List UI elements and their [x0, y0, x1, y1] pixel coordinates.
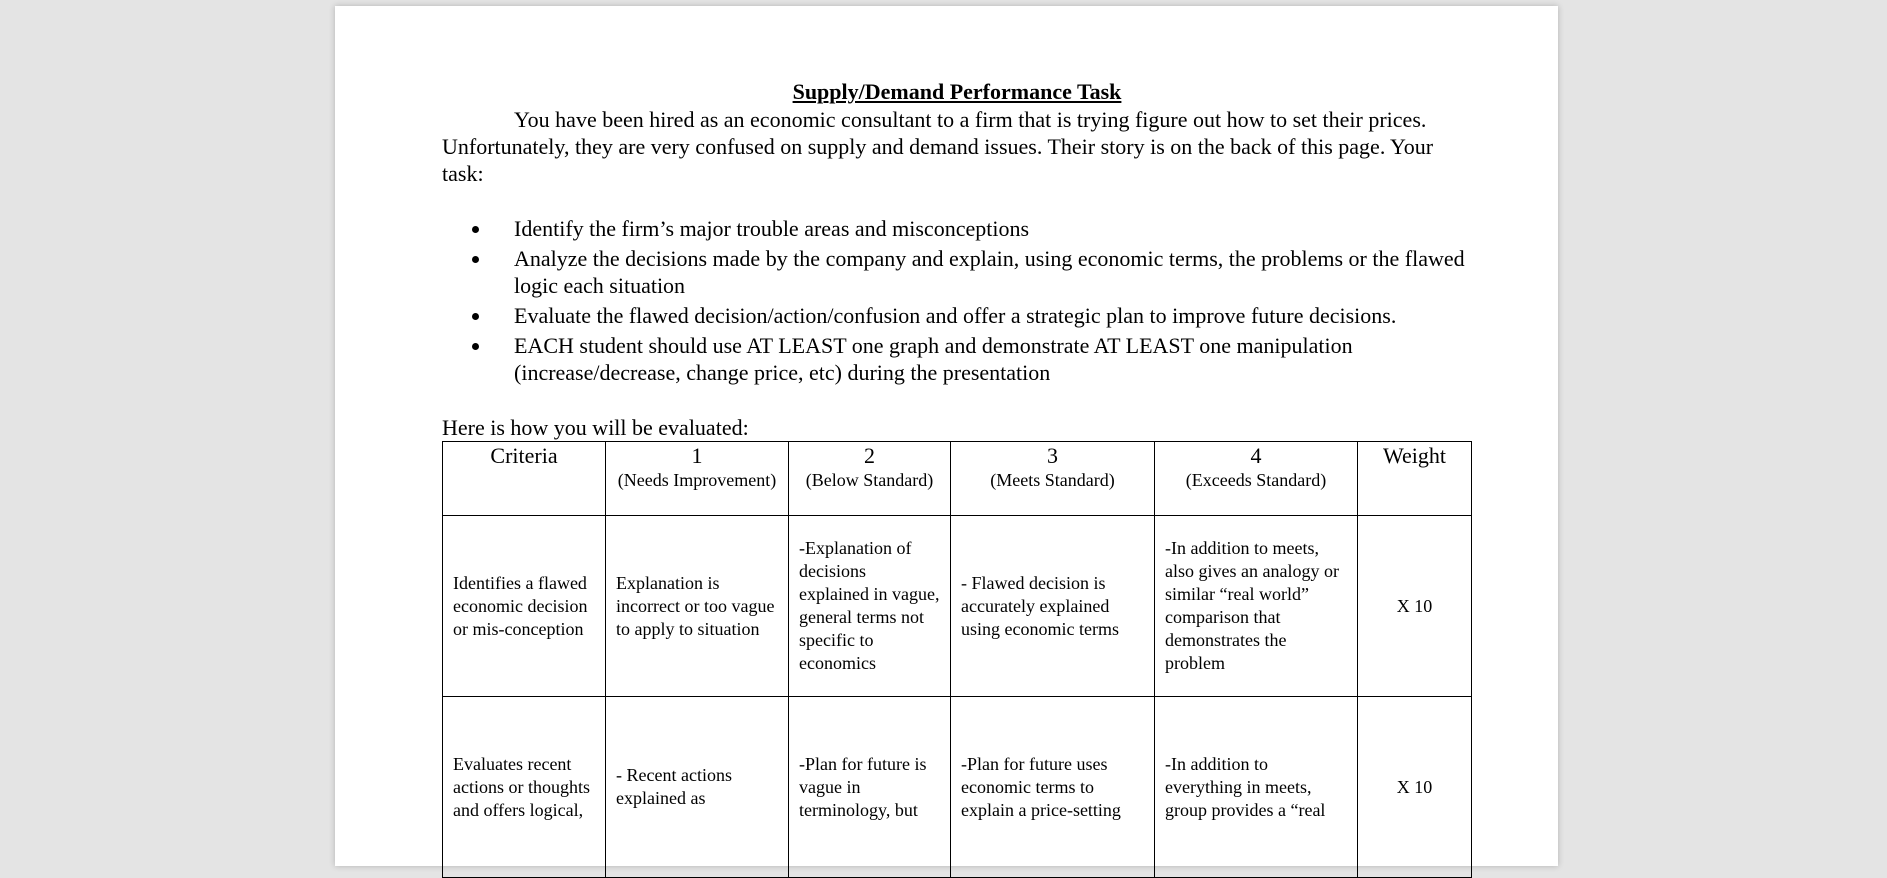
- header-level-2: 2 (Below Standard): [789, 442, 951, 516]
- header-criteria: Criteria: [443, 442, 606, 516]
- task-item: Evaluate the flawed decision/action/confusion and offer a strategic plan to improve future decisions.: [442, 302, 1472, 329]
- level-1-cell: - Recent actions explained as: [606, 697, 789, 878]
- task-item: Identify the firm’s major trouble areas and misconceptions: [442, 215, 1472, 242]
- header-level-1: 1 (Needs Improvement): [606, 442, 789, 516]
- bullet-icon: [472, 343, 479, 350]
- rubric-row: [443, 516, 1472, 697]
- criteria-cell: Evaluates recent actions or thoughts and offers logical,: [443, 697, 606, 878]
- bullet-icon: [472, 313, 479, 320]
- task-item: Analyze the decisions made by the company and explain, using economic terms, the problems or the flawed logic each situation: [442, 245, 1472, 299]
- intro-text: You have been hired as an economic consultant to a firm that is trying figure out how to set their prices. Unfortunately, they are very confused on supply and demand issues. Their story is on the back of this page. Your task:: [442, 107, 1434, 186]
- weight-cell: X 10: [1358, 697, 1472, 878]
- header-weight: Weight: [1358, 442, 1472, 516]
- weight-cell: X 10: [1358, 516, 1472, 697]
- level-3-cell: - Flawed decision is accurately explained using economic terms: [951, 516, 1155, 697]
- rubric-row: [443, 697, 1472, 878]
- bullet-icon: [472, 226, 479, 233]
- rubric-table: [442, 441, 1472, 878]
- header-level-4: 4 (Exceeds Standard): [1155, 442, 1358, 516]
- document-content: [442, 78, 1472, 878]
- level-4-cell: -In addition to everything in meets, group provides a “real: [1155, 697, 1358, 878]
- task-item: EACH student should use AT LEAST one graph and demonstrate AT LEAST one manipulation (increase/decrease, change price, etc) during the presentation: [442, 332, 1472, 386]
- level-3-cell: -Plan for future uses economic terms to explain a price-setting: [951, 697, 1155, 878]
- intro-paragraph: [442, 106, 1472, 187]
- bullet-icon: [472, 256, 479, 263]
- document-page: [335, 6, 1558, 866]
- level-2-cell: -Plan for future is vague in terminology, but: [789, 697, 951, 878]
- level-4-cell: -In addition to meets, also gives an analogy or similar “real world” comparison that demonstrates the problem: [1155, 516, 1358, 697]
- task-list: [442, 215, 1472, 386]
- level-1-cell: Explanation is incorrect or too vague to apply to situation: [606, 516, 789, 697]
- document-title: Supply/Demand Performance Task: [792, 79, 1122, 104]
- level-2-cell: -Explanation of decisions explained in vague, general terms not specific to economics: [789, 516, 951, 697]
- evaluation-intro: Here is how you will be evaluated:: [442, 415, 749, 440]
- rubric-header-row: [443, 442, 1472, 516]
- header-level-3: 3 (Meets Standard): [951, 442, 1155, 516]
- criteria-cell: Identifies a flawed economic decision or mis-conception: [443, 516, 606, 697]
